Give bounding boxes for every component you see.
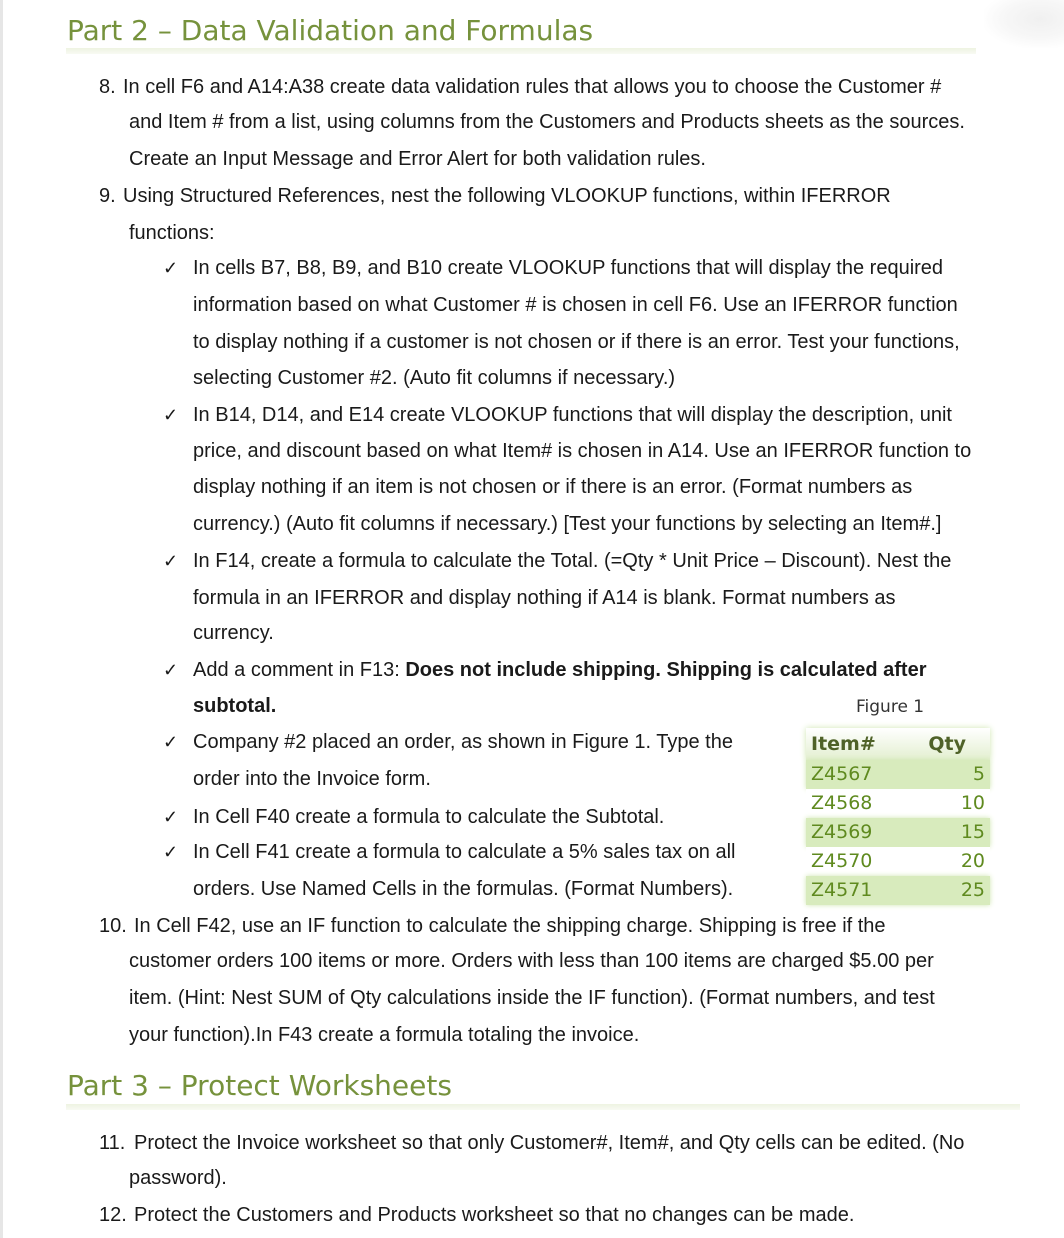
bullet7-line-2: orders. Use Named Cells in the formulas. (Format Numbers). xyxy=(193,878,734,900)
corner-smudge xyxy=(984,0,1064,48)
part2-heading: Part 2 – Data Validation and Formulas xyxy=(67,14,594,47)
item8-line-2: and Item # from a list, using columns from the Customers and Products sheets as the sources. xyxy=(129,111,965,133)
check-icon: ✓ xyxy=(163,258,179,278)
item12-number: 12. xyxy=(99,1204,127,1226)
bullet4-prefix: Add a comment in F13: xyxy=(193,659,406,681)
item8-line-1: In cell F6 and A14:A38 create data validation rules that allows you to choose the Customer # xyxy=(123,76,942,98)
item9-line-1: Using Structured References, nest the following VLOOKUP functions, within IFERROR xyxy=(123,185,891,207)
figure-cell-qty: 15 xyxy=(960,821,985,843)
bullet3-line-1: In F14, create a formula to calculate the Total. (=Qty * Unit Price – Discount). Nest the xyxy=(193,550,952,572)
figure-caption: Figure 1 xyxy=(856,697,925,717)
bullet2-line-1: In B14, D14, and E14 create VLOOKUP functions that will display the description, unit xyxy=(193,404,952,426)
item10-number: 10. xyxy=(99,915,127,937)
bullet3-line-3: currency. xyxy=(193,622,274,644)
bullet1-line-3: to display nothing if a customer is not chosen or if there is an error. Test your functions, xyxy=(193,331,960,353)
figure-cell-qty: 10 xyxy=(960,792,985,814)
item11-line-2: password). xyxy=(129,1167,227,1189)
item10-line-4: your function).In F43 create a formula totaling the invoice. xyxy=(129,1024,640,1046)
figure-cell-qty: 5 xyxy=(972,763,985,785)
figure-cell-item: Z4567 xyxy=(811,763,873,785)
part3-heading-rule xyxy=(66,1104,1020,1110)
figure-cell-item: Z4568 xyxy=(811,792,873,814)
check-icon: ✓ xyxy=(163,660,179,680)
item10-line-2: customer orders 100 items or more. Orders with less than 100 items are charged $5.00 per xyxy=(129,950,934,972)
bullet1-line-1: In cells B7, B8, B9, and B10 create VLOOKUP functions that will display the required xyxy=(193,257,944,279)
table-row xyxy=(806,760,990,789)
bullet4-bold-1: Does not include shipping. Shipping is calculated after xyxy=(405,659,927,681)
table-row xyxy=(806,847,990,876)
figure-cell-qty: 20 xyxy=(960,850,985,872)
bullet4-line-1 xyxy=(193,658,927,682)
item12-line-1: Protect the Customers and Products worksheet so that no changes can be made. xyxy=(134,1204,855,1226)
item9-number: 9. xyxy=(99,185,116,207)
table-row xyxy=(806,818,990,847)
bullet2-line-2: price, and discount based on what Item# is chosen in A14. Use an IFERROR function to xyxy=(193,440,972,462)
table-row xyxy=(806,789,990,818)
figure-cell-item: Z4569 xyxy=(811,821,873,843)
check-icon: ✓ xyxy=(163,732,179,752)
figure-cell-item: Z4570 xyxy=(811,850,873,872)
table-row xyxy=(806,876,990,905)
bullet2-line-4: currency.) (Auto fit columns if necessary.) [Test your functions by selecting an Item#.] xyxy=(193,513,942,535)
bullet3-line-2: formula in an IFERROR and display nothing if A14 is blank. Format numbers as xyxy=(193,587,896,609)
item11-line-1: Protect the Invoice worksheet so that only Customer#, Item#, and Qty cells can be edited. (No xyxy=(134,1132,965,1154)
figure-header-qty: Qty xyxy=(928,733,966,755)
figure-cell-qty: 25 xyxy=(960,879,985,901)
page-edge xyxy=(0,0,3,1238)
item9-line-2: functions: xyxy=(129,222,215,244)
part2-heading-rule xyxy=(66,48,976,54)
bullet1-line-2: information based on what Customer # is chosen in cell F6. Use an IFERROR function xyxy=(193,294,958,316)
check-icon: ✓ xyxy=(163,807,179,827)
part3-heading: Part 3 – Protect Worksheets xyxy=(67,1069,452,1102)
bullet4-line-2 xyxy=(193,694,276,718)
figure-table xyxy=(806,728,990,908)
bullet4-bold-2: subtotal. xyxy=(193,695,277,717)
bullet2-line-3: display nothing if an item is not chosen or if there is an error. (Format numbers as xyxy=(193,476,913,498)
bullet7-line-1: In Cell F41 create a formula to calculate a 5% sales tax on all xyxy=(193,841,736,863)
bullet5-line-2: order into the Invoice form. xyxy=(193,768,431,790)
item8-number: 8. xyxy=(99,76,116,98)
figure-header-item: Item# xyxy=(811,733,876,755)
bullet6-line-1: In Cell F40 create a formula to calculate the Subtotal. xyxy=(193,806,665,828)
item10-line-1: In Cell F42, use an IF function to calculate the shipping charge. Shipping is free if the xyxy=(134,915,886,937)
bullet1-line-4: selecting Customer #2. (Auto fit columns if necessary.) xyxy=(193,367,676,389)
figure-cell-item: Z4571 xyxy=(811,879,873,901)
item8-line-3: Create an Input Message and Error Alert for both validation rules. xyxy=(129,148,706,170)
figure-header-row xyxy=(806,728,990,760)
item10-line-3: item. (Hint: Nest SUM of Qty calculations inside the IF function). (Format numbers, and test xyxy=(129,987,935,1009)
check-icon: ✓ xyxy=(163,551,179,571)
check-icon: ✓ xyxy=(163,405,179,425)
check-icon: ✓ xyxy=(163,842,179,862)
bullet5-line-1: Company #2 placed an order, as shown in Figure 1. Type the xyxy=(193,731,733,753)
item11-number: 11. xyxy=(99,1132,126,1154)
